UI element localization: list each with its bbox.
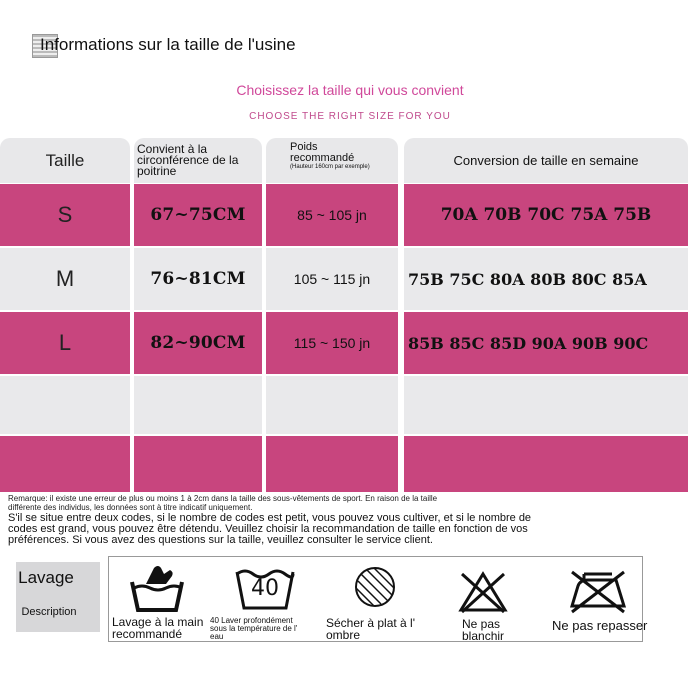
- chest-cell: 67~75CM: [134, 184, 262, 246]
- empty-cell: [134, 436, 262, 492]
- care-no-iron-text: Ne pas repasser: [552, 618, 648, 633]
- care-40-text: 40 Laver profondément sous la température de l' eau: [210, 616, 298, 641]
- page-title: Informations sur la taille de l'usine: [40, 35, 296, 54]
- empty-cell: [0, 436, 130, 492]
- care-no-bleach-text: Ne pas blanchir: [462, 617, 505, 643]
- header-weight: Poids recommandé (Hauteur 160cm par exemple): [266, 138, 398, 183]
- remark-note: Remarque: il existe une erreur de plus ou moins 1 à 2cm dans la taille des sous-vêtements de sport. En raison de la taille différente des individus, les données sont à titre indicatif uniquement.: [8, 494, 438, 512]
- header-chest: Convient à la circonférence de la poitrine: [134, 138, 262, 183]
- size-cell: M: [0, 248, 130, 310]
- weight-cell: 85 ~ 105 jn: [266, 184, 398, 246]
- empty-cell: [404, 436, 688, 492]
- chest-cell: 82~90CM: [134, 312, 262, 374]
- conversion-cell: 70A 70B 70C 75A 75B: [404, 184, 688, 246]
- subtitle-en: CHOOSE THE RIGHT SIZE FOR YOU: [249, 111, 451, 122]
- no-iron-icon: [566, 570, 630, 614]
- empty-cell: [0, 376, 130, 434]
- no-bleach-icon: [458, 570, 508, 614]
- wash-description: Description: [21, 606, 77, 618]
- weight-cell: 115 ~ 150 jn: [266, 312, 398, 374]
- header-conversion: Conversion de taille en semaine: [404, 138, 688, 183]
- empty-cell: [134, 376, 262, 434]
- care-dry-text: Sécher à plat à l' ombre: [326, 616, 416, 642]
- size-cell: S: [0, 184, 130, 246]
- wash-temp-label: 40: [251, 576, 279, 601]
- subtitle-fr: Choisissez la taille qui vous convient: [236, 82, 464, 98]
- care-hand-wash-text: Lavage à la main recommandé: [112, 615, 204, 641]
- empty-cell: [266, 436, 398, 492]
- weight-cell: 105 ~ 115 jn: [266, 248, 398, 310]
- size-cell: L: [0, 312, 130, 374]
- header-size: Taille: [0, 138, 130, 183]
- hand-wash-icon: [128, 562, 186, 614]
- remark-advice: S'il se situe entre deux codes, si le nombre de codes est petit, vous pouvez vous cultiver, et si le nombre de codes est grand, vous pouvez être détendu. Veuillez choisir la recommandation de taille en fonction de vos préférences. Si vous avez des questions sur la taille, veuillez consulter le service client.: [8, 512, 532, 546]
- empty-cell: [404, 376, 688, 434]
- conversion-cell: 85B 85C 85D 90A 90B 90C: [404, 312, 688, 374]
- dry-shade-icon: [352, 564, 398, 610]
- empty-cell: [266, 376, 398, 434]
- chest-cell: 76~81CM: [134, 248, 262, 310]
- conversion-cell: 75B 75C 80A 80B 80C 85A: [404, 248, 688, 310]
- wash-label: Lavage: [18, 568, 74, 587]
